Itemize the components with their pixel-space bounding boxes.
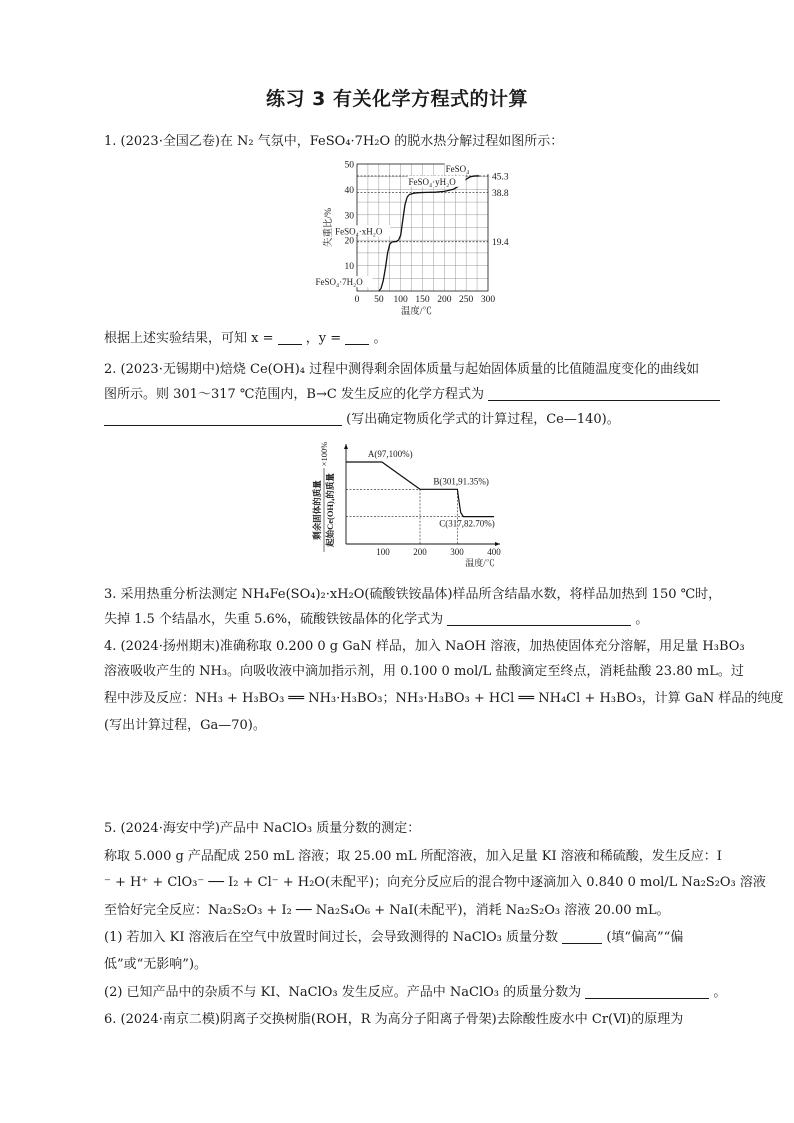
q5-sub2 xyxy=(104,984,727,1002)
q3-formula-blank[interactable] xyxy=(447,611,631,626)
q5-text-3: ⁻ + H⁺ + ClO₃⁻ ── I₂ + Cl⁻ + H₂O(未配平)；向充分反应后的混合物中逐滴加入 0.840 0 mol/L Na₂S₂O₃ 溶液 xyxy=(104,875,766,890)
x-tick-label: 150 xyxy=(415,295,430,305)
x-axis-arrow xyxy=(495,542,500,546)
point-label: C(317,82.70%) xyxy=(439,518,495,529)
species-annotation: FeSO₄ xyxy=(445,164,470,175)
q2-text-3-body: (写出确定物质化学式的计算过程，Ce—140)。 xyxy=(346,412,620,427)
page-title: 练习 3 有关化学方程式的计算 xyxy=(266,88,528,110)
q3-text-2 xyxy=(104,611,720,629)
x-answer-blank[interactable] xyxy=(278,330,302,345)
q5-sub1-line2: 低”或“无影响”)。 xyxy=(104,957,208,972)
q5-sub2-end: 。 xyxy=(713,985,727,1000)
q1-answer xyxy=(104,330,720,348)
reference-label: 45.3 xyxy=(492,172,509,183)
q1-answer-mid: ，y = xyxy=(305,331,342,346)
reference-label: 38.8 xyxy=(492,188,509,199)
x-tick-label: 200 xyxy=(413,547,427,557)
species-annotation: FeSO₄·7H₂O xyxy=(315,277,363,288)
q3-text-2-body: 失掉 1.5 个结晶水，失重 5.6%，硫酸铁铵晶体的化学式为 xyxy=(104,612,444,627)
q5-sub2-blank[interactable] xyxy=(585,984,709,999)
x-tick-label: 50 xyxy=(374,295,384,305)
q1-text: 1. (2023·全国乙卷)在 N₂ 气氛中，FeSO₄·7H₂O 的脱水热分解过程如图所示： xyxy=(104,134,564,149)
q2-equation-blank-2[interactable] xyxy=(104,411,342,426)
y-axis-label: 失重比/% xyxy=(324,207,334,248)
q4-text-4: (写出计算过程，Ga—70)。 xyxy=(104,718,266,733)
point-label: A(97,100%) xyxy=(367,449,413,459)
y-tick-label: 50 xyxy=(344,160,354,171)
q3-text-2-end: 。 xyxy=(635,612,649,627)
q2-text-2 xyxy=(104,386,720,404)
x-tick-label: 100 xyxy=(376,547,390,557)
q5-sub1 xyxy=(104,929,720,947)
x-axis-label: 温度/℃ xyxy=(400,307,433,317)
q5-sub1-body: (1) 若加入 KI 溶液后在空气中放置时间过长，会导致测得的 NaClO₃ 质量分数 xyxy=(104,930,559,945)
chart-feso4-svg xyxy=(300,155,510,327)
q2-text-2-body: 图所示。则 301～317 ℃范围内，B→C 发生反应的化学方程式为 xyxy=(104,387,484,402)
q5-text-2: 称取 5.000 g 产品配成 250 mL 溶液；取 25.00 mL 所配溶液，加入足量 KI 溶液和稀硫酸，发生反应：I xyxy=(104,849,722,864)
q5-text-4: 至恰好完全反应：Na₂S₂O₃ + I₂ ── Na₂S₄O₆ + NaI(未配平)，消耗 Na₂S₂O₃ 溶液 20.00 mL。 xyxy=(104,903,670,918)
x-tick-label: 300 xyxy=(480,295,496,305)
x-tick-label: 300 xyxy=(450,547,464,557)
species-annotation: FeSO₄·xH₂O xyxy=(335,226,383,237)
chart-ceoh4 xyxy=(308,440,508,578)
y-tick-label: 40 xyxy=(344,185,354,196)
q5-text-1: 5. (2024·海安中学)产品中 NaClO₃ 质量分数的测定： xyxy=(104,821,421,836)
y-tick-label: 10 xyxy=(344,262,354,273)
q5-sub1-blank[interactable] xyxy=(562,929,602,944)
q1-answer-end: 。 xyxy=(373,331,387,346)
y-tick-label: 20 xyxy=(344,236,354,247)
q1-answer-prefix: 根据上述实验结果，可知 x = xyxy=(104,331,274,346)
x-tick-label: 200 xyxy=(437,295,452,305)
x-tick-label: 400 xyxy=(487,547,501,557)
decomposition-curve xyxy=(379,176,480,291)
q2-equation-blank[interactable] xyxy=(488,386,720,401)
q5-sub1-end: (填“偏高”“偏 xyxy=(606,930,684,945)
x-tick-label: 250 xyxy=(459,295,474,305)
q2-text-1: 2. (2023·无锡期中)焙烧 Ce(OH)₄ 过程中测得剩余固体质量与起始固体质量的比值随温度变化的曲线如 xyxy=(104,362,700,377)
y-answer-blank[interactable] xyxy=(345,330,369,345)
q6-text-1: 6. (2024·南京二模)阴离子交换树脂(ROH，R 为高分子阳离子骨架)去除酸性废水中 Cr(Ⅵ)的原理为 xyxy=(104,1012,684,1027)
species-annotation: FeSO₄·yH₂O xyxy=(408,176,456,187)
y-axis-arrow xyxy=(344,444,348,449)
chart-ceoh4-svg xyxy=(308,440,508,578)
y-axis-label-denominator: 起始Ce(OH)₄的质量 xyxy=(325,473,335,547)
y-axis-label-group xyxy=(312,442,335,552)
y-tick-label: 30 xyxy=(344,211,354,222)
x-tick-label: 100 xyxy=(393,295,408,305)
reference-label: 19.4 xyxy=(492,238,509,249)
chart-feso4 xyxy=(300,155,510,327)
x-tick-label: 0 xyxy=(354,295,360,305)
point-label: B(301,91.35%) xyxy=(433,476,489,487)
q5-sub2-body: (2) 已知产品中的杂质不与 KI、NaClO₃ 发生反应。产品中 NaClO₃ 的质量分数为 xyxy=(104,985,582,1000)
x-axis-label: 温度/℃ xyxy=(465,558,495,568)
y-axis-label-suffix: ×100% xyxy=(319,441,329,467)
q4-text-2: 溶液吸收产生的 NH₃。向吸收液中滴加指示剂，用 0.100 0 mol/L 盐酸滴定至终点，消耗盐酸 23.80 mL。过 xyxy=(104,664,744,679)
q2-text-3 xyxy=(104,411,720,429)
q4-text-1: 4. (2024·扬州期末)准确称取 0.200 0 g GaN 样品，加入 NaOH 溶液，加热使固体充分溶解，用足量 H₃BO₃ xyxy=(104,639,745,654)
q4-text-3: 程中涉及反应：NH₃ + H₃BO₃ ══ NH₃·H₃BO₃；NH₃·H₃BO₃ + HCl ══ NH₄Cl + H₃BO₃，计算 GaN 样品的纯度 xyxy=(104,691,784,706)
y-axis-label-numerator: 剩余固体的质量 xyxy=(312,480,322,540)
q3-text-1: 3. 采用热重分析法测定 NH₄Fe(SO₄)₂·xH₂O(硫酸铁铵晶体)样品所含结晶水数，将样品加热到 150 ℃时， xyxy=(104,587,722,602)
